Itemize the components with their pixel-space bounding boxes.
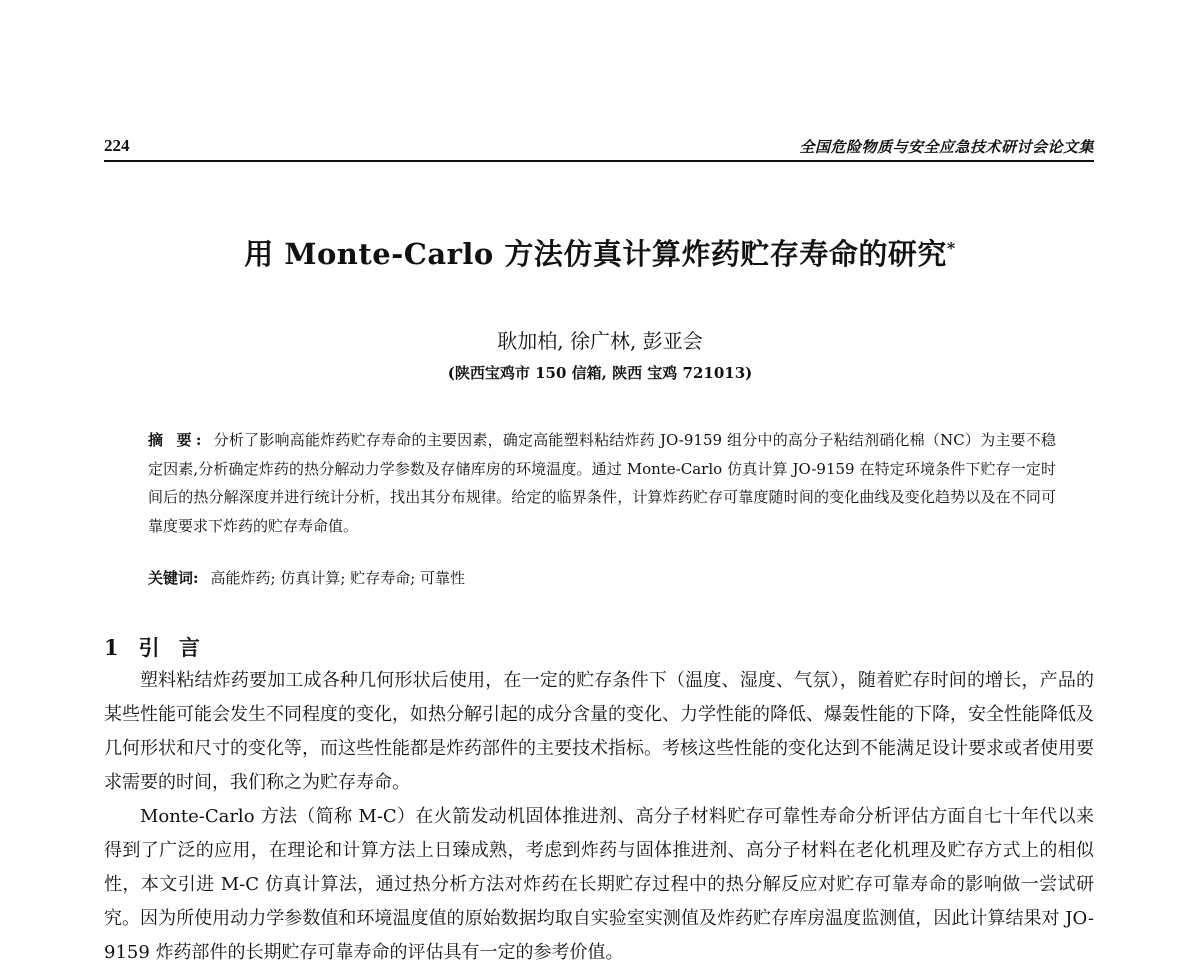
affiliation: (陕西宝鸡市 150 信箱, 陕西 宝鸡 721013) [447, 364, 753, 382]
running-header [104, 134, 1094, 162]
paper-title-text: 用 Monte-Carlo 方法仿真计算炸药贮存寿命的研究 [244, 237, 947, 271]
keywords-label: 关键词: [148, 569, 199, 587]
abstract-text: 分析了影响高能炸药贮存寿命的主要因素，确定高能塑料粘结炸药 JO-9159 组分中的高分子粘结剂硝化棉（NC）为主要不稳定因素,分析确定炸药的热分解动力学参数及存储库房的环境温度。通过 Monte-Carlo 仿真计算 JO-9159 在特定环境条件下贮存一定时间后的热分解深度并进行统计分析，找出其分布规律。给定的临界条件，计算炸药贮存可靠度随时间的变化曲线及变化趋势以及在不同可靠度要求下炸药的贮存寿命值。 [148, 431, 1056, 535]
title-footnote-mark: * [946, 238, 956, 258]
abstract [148, 426, 1056, 540]
keywords-text: 高能炸药; 仿真计算; 贮存寿命; 可靠性 [210, 569, 466, 587]
section-body [104, 664, 1094, 970]
section-title: 引 言 [138, 635, 206, 660]
section-number: 1 [104, 635, 125, 660]
body-paragraph: Monte-Carlo 方法（简称 M-C）在火箭发动机固体推进剂、高分子材料贮存可靠性寿命分析评估方面自七十年代以来得到了广泛的应用，在理论和计算方法上日臻成熟，考虑到炸药与固体推进剂、高分子材料在老化机理及贮存方式上的相似性，本文引进 M-C 仿真计算法，通过热分析方法对炸药在长期贮存过程中的热分解反应对贮存可靠寿命的影响做一尝试研究。因为所使用动力学参数值和环境温度值的原始数据均取自实验室实测值及炸药贮存库房温度监测值，因此计算结果对 JO-9159 炸药部件的长期贮存可靠寿命的评估具有一定的参考价值。 [104, 806, 1094, 963]
authors: 耿加柏, 徐广林, 彭亚会 [497, 329, 703, 353]
section-heading [104, 632, 206, 662]
paper-title [0, 232, 1200, 273]
keywords [148, 564, 1056, 592]
page-number: 224 [104, 136, 130, 155]
body-paragraph: 塑料粘结炸药要加工成各种几何形状后使用，在一定的贮存条件下（温度、湿度、气氛），随着贮存时间的增长，产品的某些性能可能会发生不同程度的变化，如热分解引起的成分含量的变化、力学性能的降低、爆轰性能的下降，安全性能降低及几何形状和尺寸的变化等，而这些性能都是炸药部件的主要技术指标。考核这些性能的变化达到不能满足设计要求或者使用要求需要的时间，我们称之为贮存寿命。 [104, 670, 1094, 793]
abstract-label: 摘 要: [148, 431, 206, 449]
journal-name: 全国危险物质与安全应急技术研讨会论文集 [799, 138, 1094, 156]
